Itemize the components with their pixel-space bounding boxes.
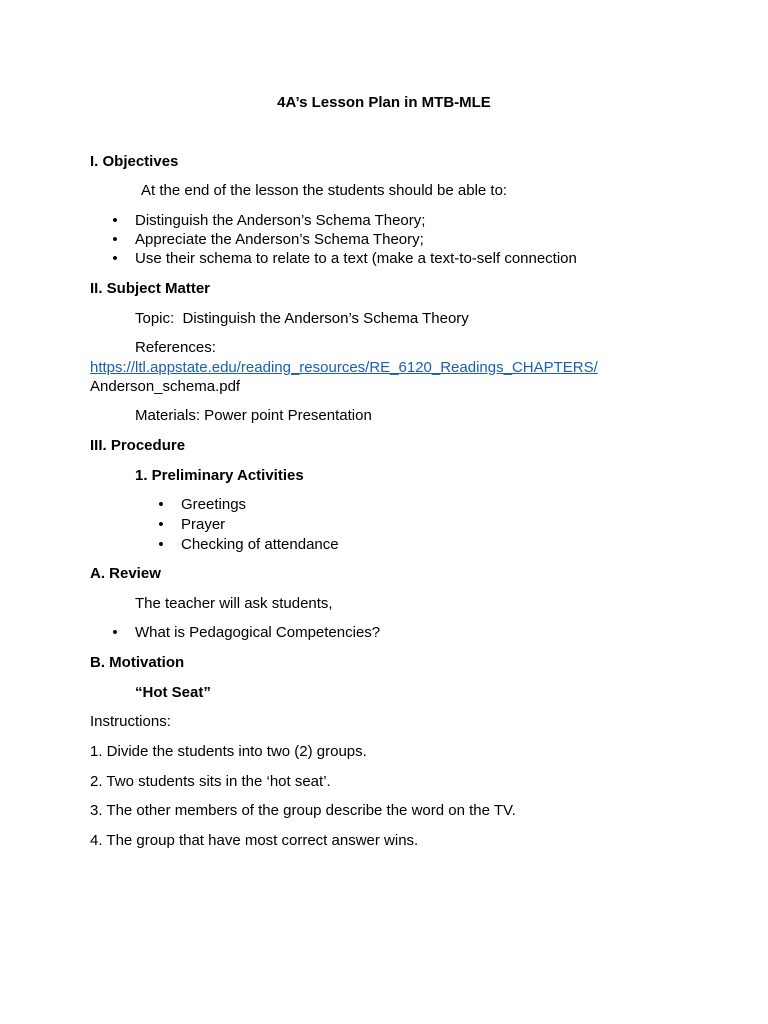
objective-item: Appreciate the Anderson’s Schema Theory; bbox=[135, 231, 424, 248]
bullet-icon: • bbox=[112, 212, 118, 229]
bullet-icon: • bbox=[158, 536, 164, 553]
motivation-heading: B. Motivation bbox=[90, 654, 185, 671]
references-filename: Anderson_schema.pdf bbox=[90, 378, 241, 395]
instructions-label: Instructions: bbox=[90, 713, 171, 730]
document-title: 4A’s Lesson Plan in MTB-MLE bbox=[277, 94, 491, 111]
instruction-step: 1. Divide the students into two (2) groups. bbox=[90, 743, 367, 760]
preliminary-item: Greetings bbox=[181, 496, 247, 513]
objective-item: Use their schema to relate to a text (make a text-to-self connection bbox=[135, 250, 577, 267]
review-heading: A. Review bbox=[90, 565, 161, 582]
instruction-step: 4. The group that have most correct answer wins. bbox=[90, 832, 419, 849]
instruction-step: 3. The other members of the group describe the word on the TV. bbox=[90, 802, 516, 819]
review-text: The teacher will ask students, bbox=[135, 595, 333, 612]
preliminary-item: Checking of attendance bbox=[181, 536, 339, 553]
preliminary-item: Prayer bbox=[181, 516, 226, 533]
activity-title: “Hot Seat” bbox=[135, 684, 211, 701]
review-question: What is Pedagogical Competencies? bbox=[135, 624, 381, 641]
topic-line: Topic: Distinguish the Anderson’s Schema Theory bbox=[135, 310, 469, 327]
objective-item: Distinguish the Anderson’s Schema Theory; bbox=[135, 212, 426, 229]
objectives-intro: At the end of the lesson the students should be able to: bbox=[141, 182, 508, 199]
bullet-icon: • bbox=[158, 496, 164, 513]
references-link[interactable]: https://ltl.appstate.edu/reading_resources/RE_6120_Readings_CHAPTERS/ bbox=[90, 359, 598, 376]
subject-matter-heading: II. Subject Matter bbox=[90, 280, 211, 297]
preliminary-activities-heading: 1. Preliminary Activities bbox=[135, 467, 304, 484]
bullet-icon: • bbox=[112, 624, 118, 641]
procedure-heading: III. Procedure bbox=[90, 437, 186, 454]
objectives-heading: I. Objectives bbox=[90, 153, 179, 170]
bullet-icon: • bbox=[158, 516, 164, 533]
instruction-step: 2. Two students sits in the ‘hot seat’. bbox=[90, 773, 331, 790]
materials-line: Materials: Power point Presentation bbox=[135, 407, 372, 424]
bullet-icon: • bbox=[112, 250, 118, 267]
references-label: References: bbox=[135, 339, 216, 356]
bullet-icon: • bbox=[112, 231, 118, 248]
